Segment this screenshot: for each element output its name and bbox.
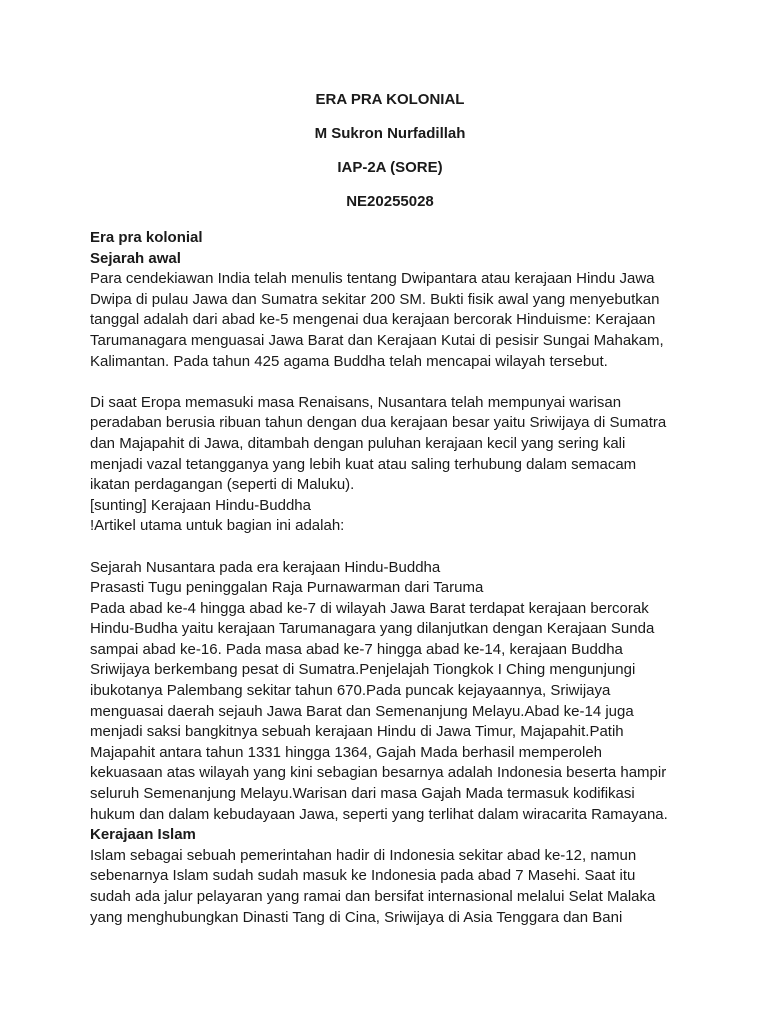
paragraph-line: yang menghubungkan Dinasti Tang di Cina, Sriwijaya di Asia Tenggara dan Bani — [90, 908, 623, 926]
paragraph-hindu-buddha — [90, 558, 690, 826]
paragraph-line: ikatan perdagangan (seperti di Maluku). — [90, 476, 355, 494]
paragraph-line: Majapahit antara tahun 1331 hingga 1364, Gajah Mada berhasil memperoleh — [90, 743, 603, 761]
paragraph-line: Di saat Eropa memasuki masa Renaisans, Nusantara telah mempunyai warisan — [90, 393, 622, 411]
blank-line — [90, 372, 690, 393]
paragraph-line: Pada abad ke-4 hingga abad ke-7 di wilayah Jawa Barat terdapat kerajaan bercorak — [90, 599, 649, 617]
paragraph-line: Hindu-Budha yaitu kerajaan Tarumanagara yang dilanjutkan dengan Kerajaan Sunda — [90, 620, 655, 638]
paragraph-line: Tarumanagara menguasai Jawa Barat dan Kerajaan Kutai di pesisir Sungai Mahakam, — [90, 331, 664, 349]
blank-line — [90, 537, 690, 558]
paragraph-line: Prasasti Tugu peninggalan Raja Purnawarman dari Taruma — [90, 579, 484, 597]
edit-section-line: [sunting] Kerajaan Hindu-Buddha — [90, 496, 311, 514]
paragraph-line: Dwipa di pulau Jawa dan Sumatra sekitar 200 SM. Bukti fisik awal yang menyebutkan — [90, 290, 660, 308]
paragraph-renaisans — [90, 393, 690, 496]
paragraph-line: sampai abad ke-16. Pada masa abad ke-7 hingga abad ke-14, kerajaan Buddha — [90, 640, 623, 658]
paragraph-line: seluruh Semenanjung Melayu.Warisan dari masa Gajah Mada termasuk kodifikasi — [90, 785, 635, 803]
paragraph-line: hukum dan dalam kebudayaan Jawa, seperti yang terlihat dalam wiracarita Ramayana. — [90, 805, 668, 823]
class-label: IAP-2A (SORE) — [337, 159, 443, 176]
paragraph-line: Kalimantan. Pada tahun 425 agama Buddha telah mencapai wilayah tersebut. — [90, 352, 608, 370]
paragraph-line: dan Majapahit di Jawa, ditambah dengan puluhan kerajaan kecil yang sering kali — [90, 434, 626, 452]
paragraph-line: Sejarah Nusantara pada era kerajaan Hindu-Buddha — [90, 558, 441, 576]
paragraph-line: tanggal adalah dari abad ke-5 mengenai dua kerajaan bercorak Hinduisme: Kerajaan — [90, 311, 656, 329]
paragraph-kerajaan-islam — [90, 846, 690, 928]
paragraph-line: peradaban berusia ribuan tahun dengan dua kerajaan besar yaitu Sriwijaya di Sumatra — [90, 414, 667, 432]
paragraph-line: Islam sebagai sebuah pemerintahan hadir di Indonesia sekitar abad ke-12, namun — [90, 846, 637, 864]
main-article-line: !Artikel utama untuk bagian ini adalah: — [90, 517, 345, 535]
paragraph-line: sudah ada jalur pelayaran yang ramai dan bersifat internasional melalui Selat Malaka — [90, 888, 656, 905]
subsection-heading-sejarah-awal: Sejarah awal — [90, 249, 181, 267]
document-page — [90, 90, 690, 928]
student-id: NE20255028 — [346, 193, 434, 210]
paragraph-line: kekuasaan atas wilayah yang kini sebagian besarnya adalah Indonesia beserta hampir — [90, 764, 667, 782]
paragraph-line: ibukotanya Palembang sekitar tahun 670.Pada puncak kejayaannya, Sriwijaya — [90, 682, 611, 700]
document-header — [90, 90, 690, 212]
paragraph-line: menjadi saksi bangkitnya sebuah kerajaan Hindu di Jawa Timur, Majapahit.Patih — [90, 723, 624, 741]
paragraph-line: Sriwijaya berkembang pesat di Sumatra.Penjelajah Tiongkok I Ching mengunjungi — [90, 661, 636, 679]
paragraph-sejarah-awal — [90, 269, 690, 372]
paragraph-line: sebenarnya Islam sudah sudah masuk ke Indonesia pada abad 7 Masehi. Saat itu — [90, 867, 636, 885]
paragraph-line: menjadi vazal tetangganya yang lebih kuat atau saling terhubung dalam semacam — [90, 455, 637, 473]
subsection-heading-kerajaan-islam: Kerajaan Islam — [90, 826, 196, 844]
paragraph-line: menguasai daerah sejauh Jawa Barat dan Semenanjung Melayu.Abad ke-14 juga — [90, 702, 634, 720]
paragraph-line: Para cendekiawan India telah menulis tentang Dwipantara atau kerajaan Hindu Jawa — [90, 270, 655, 288]
section-heading-era-pra-kolonial: Era pra kolonial — [90, 229, 203, 246]
author-name: M Sukron Nurfadillah — [314, 125, 466, 142]
document-title: ERA PRA KOLONIAL — [315, 91, 465, 108]
